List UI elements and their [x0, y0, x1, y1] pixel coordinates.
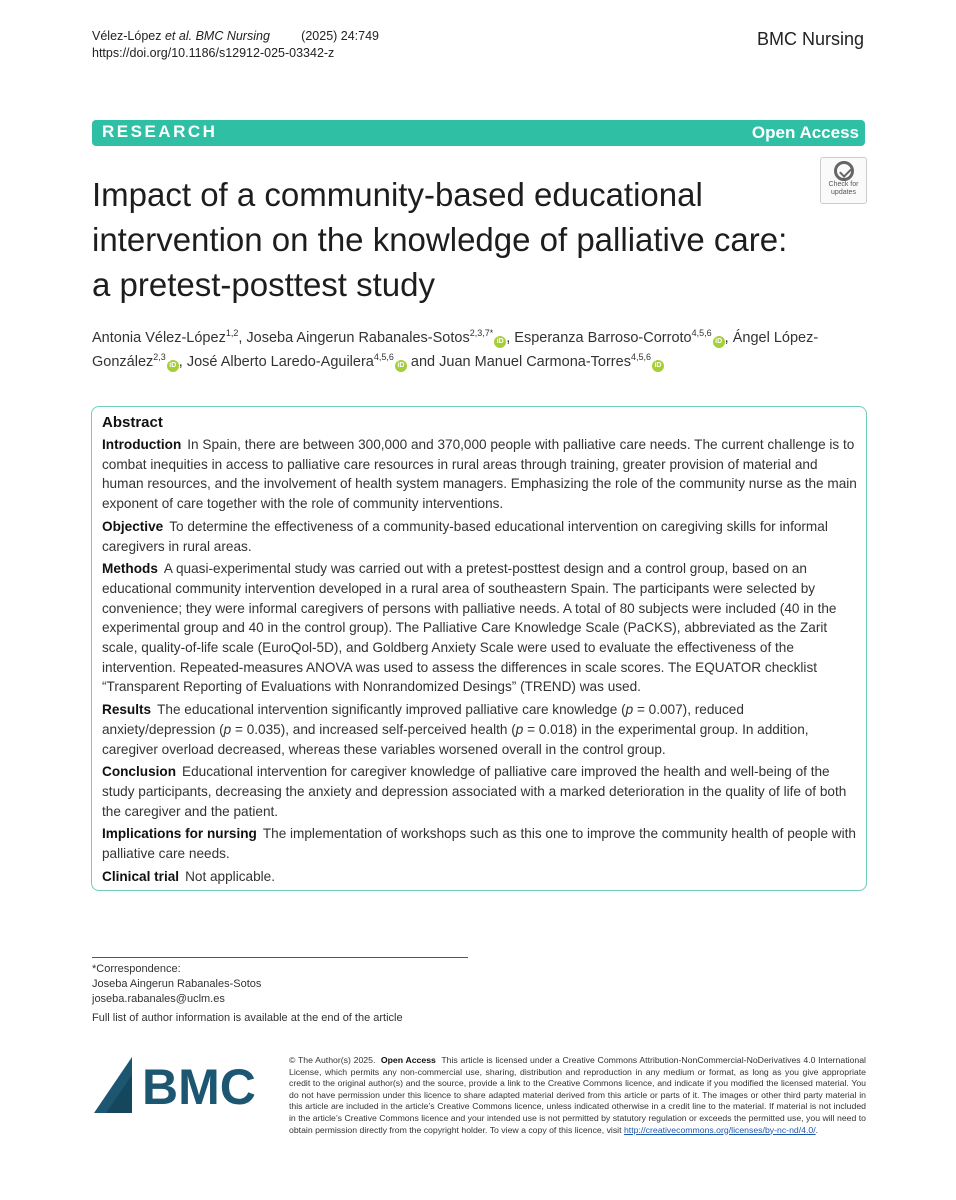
correspondence-name: Joseba Aingerun Rabanales-Sotos: [92, 978, 262, 990]
check-updates-icon: [834, 161, 854, 181]
header-et-al: et al.: [164, 29, 193, 43]
abstract-clinical-trial: Clinical trial Not applicable.: [102, 868, 275, 884]
bmc-logo-graphic: [92, 1055, 272, 1115]
author-4: Ángel López-González$^{2,3}$iD: [92, 330, 819, 370]
footnote-divider: [92, 957, 468, 958]
author-info-note: Full list of author information is available at the end of the article: [92, 1012, 403, 1024]
correspondence-label: *Correspondence:: [92, 963, 181, 975]
orcid-icon[interactable]: iD: [395, 360, 407, 372]
correspondence-email[interactable]: joseba.rabanales@uclm.es: [92, 993, 225, 1005]
abstract-methods: Methods A quasi-experimental study was carried out with a pretest-posttest design and a control group, based on an educational community intervention developed in a rural area of southeastern Spain. The participants were selected by convenience; they were informal caregivers of persons with palliative needs. A total of 80 subjects were included (40 in the experimental group and 40 in the control group). The Palliative Care Knowledge Scale (PaCKS), abbreviated as the Zarit scale, quality-of-life scale (EuroQol-5D), and Goldberg Anxiety Scale were used to evaluate the effectiveness of the intervention. Repeated-measures ANOVA was used to assess the differences in scale scores. The EQUATOR checklist “Transparent Reporting of Evaluations with Nonrandomized Desings” (TREND) was used.: [102, 561, 837, 695]
author-5: José Alberto Laredo-Aguilera$^{4,5,6}$iD: [187, 354, 407, 370]
check-for-updates-badge[interactable]: [820, 157, 867, 204]
license-link[interactable]: http://creativecommons.org/licenses/by-nc-nd/4.0/: [623, 1124, 816, 1135]
journal-name: BMC Nursing: [756, 29, 864, 49]
header-doi[interactable]: https://doi.org/10.1186/s12912-025-03342-z: [92, 46, 335, 60]
article-type-label: RESEARCH: [102, 122, 218, 141]
bmc-logo: [92, 1055, 272, 1115]
check-updates-line1: Check for: [828, 181, 859, 188]
abstract-conclusion: Conclusion Educational intervention for caregiver knowledge of palliative care improved the health and well-being of the study participants, decreasing the anxiety and depression associated with a marked deterioration in the quality of life of both the caregiver and the patient.: [102, 764, 847, 819]
orcid-icon[interactable]: iD: [494, 336, 506, 348]
license-text: © The Author(s) 2025. Open Access This article is licensed under a Creative Commons Attribution-NonCommercial-NoDerivatives 4.0 International License, which permits any non-commercial use, sharing, distribution and reproduction in any medium or format, as long as you give appropriate credit to the original author(s) and the source, provide a link to the Creative Commons licence, and indicate if you modified the licensed material. You do not have permission under this licence to share adapted material derived from this article or parts of it. The images or other third party material in this article are included in the article’s Creative Commons licence, unless indicated otherwise in a credit line to the material. If material is not included in the article’s Creative Commons licence and your intended use is not permitted by statutory regulation or exceeds the permitted use, you will need to obtain permission directly from the copyright holder. To view a copy of this licence, visit http://creativecommons.org/licenses/by-nc-nd/4.0/.: [289, 1055, 866, 1135]
author-6: Juan Manuel Carmona-Torres$^{4,5,6}$iD: [439, 354, 664, 370]
header-authors: Vélez-López: [92, 29, 162, 43]
check-updates-line2: updates: [831, 189, 856, 196]
author-3: Esperanza Barroso-Corroto$^{4,5,6}$iD: [514, 330, 724, 346]
abstract-objective: Objective To determine the effectiveness of a community-based educational intervention on caregiving skills for informal caregivers in rural areas.: [102, 518, 828, 554]
orcid-icon[interactable]: iD: [652, 360, 664, 372]
orcid-icon[interactable]: iD: [713, 336, 725, 348]
author-1: Antonia Vélez-López$^{1,2}$: [92, 328, 239, 346]
author-list: Antonia Vélez-López$^{1,2}$, Joseba Aingerun Rabanales-Sotos$^{2,3,7*}$iD , Esperanza Barroso-Corroto$^{4,5,6}$iD , Ángel López-González$^{2,3}$iD , José Alberto Laredo-Aguilera$^{4,5,6}$iD and Juan Manuel Carmona-Torres$^{4,5,6}$iD: [92, 328, 819, 370]
author-2: Joseba Aingerun Rabanales-Sotos$^{2,3,7*}$iD: [246, 330, 506, 346]
header-citation: (2025) 24:749: [301, 29, 380, 43]
abstract-introduction: Introduction In Spain, there are between 300,000 and 370,000 people with palliative care needs. The current challenge is to combat inequities in access to palliative care resources in rural areas through training, greater provision of material and human resources, and the involvement of health system managers. Emphasizing the role of the community nurse as the main exponent of care together with the role of community interventions.: [102, 437, 857, 512]
article-type-band: [92, 120, 865, 146]
running-header: [92, 28, 379, 62]
abstract-implications: Implications for nursing The implementation of workshops such as this one to improve the community health of people with palliative care needs.: [102, 826, 856, 862]
abstract-results: Results The educational intervention significantly improved palliative care knowledge (p = 0.007), reduced anxiety/depression (p = 0.035), and increased self-perceived health (p = 0.018) in the experimental group. In addition, caregiver overload decreased, whereas these variables worsened overall in the control group.: [102, 702, 809, 757]
open-access-label: Open Access: [751, 123, 859, 142]
correspondence: [92, 962, 261, 1007]
bmc-logo-text: BMC: [142, 1059, 256, 1115]
article-title: Impact of a community-based educational intervention on the knowledge of palliative care: a pretest-posttest study: [92, 176, 788, 303]
abstract-box: [91, 406, 867, 891]
orcid-icon[interactable]: iD: [167, 360, 179, 372]
abstract-heading: Abstract: [102, 414, 163, 431]
header-journal: BMC Nursing: [195, 29, 270, 43]
